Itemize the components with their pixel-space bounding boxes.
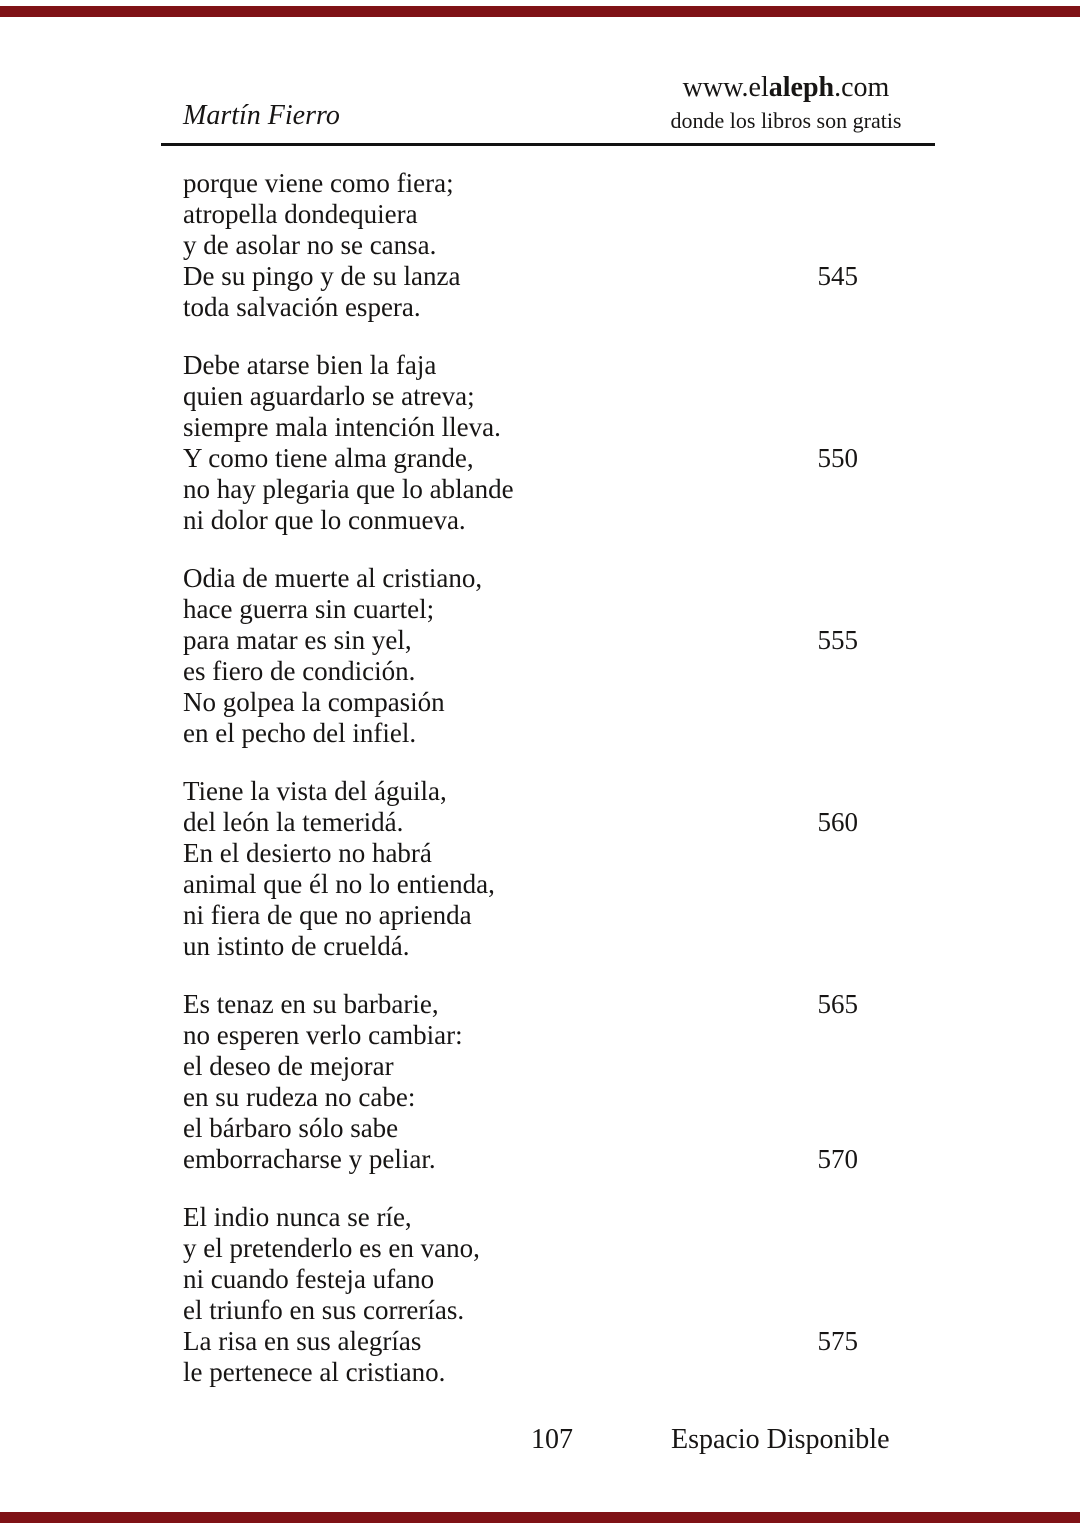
verse-text: es fiero de condición. xyxy=(183,656,416,686)
verse-line xyxy=(183,505,858,536)
bottom-accent-bar xyxy=(0,1512,1080,1523)
verse-text: y de asolar no se cansa. xyxy=(183,230,437,260)
verse-line xyxy=(183,474,858,505)
verse-text: Y como tiene alma grande, xyxy=(183,443,474,473)
site-tagline: donde los libros son gratis xyxy=(670,108,902,133)
footer-page-number: 107 xyxy=(531,1424,573,1455)
verse-number: 550 xyxy=(817,443,858,473)
stanza xyxy=(183,1202,858,1388)
verse-number: 560 xyxy=(817,807,858,837)
verse-line xyxy=(183,989,858,1020)
verse-text: no hay plegaria que lo ablande xyxy=(183,474,514,504)
verse-text: el deseo de mejorar xyxy=(183,1051,394,1081)
verse-line xyxy=(183,292,858,323)
verse-line xyxy=(183,1020,858,1051)
verse-line xyxy=(183,625,858,656)
verse-line xyxy=(183,350,858,381)
verse-line xyxy=(183,718,858,749)
verse-text: del león la temeridá. xyxy=(183,807,404,837)
verse-line xyxy=(183,656,858,687)
verse-line xyxy=(183,1326,858,1357)
verse-line xyxy=(183,261,858,292)
verse-line xyxy=(183,1051,858,1082)
verse-text: ni dolor que lo conmueva. xyxy=(183,505,466,535)
verse-line xyxy=(183,869,858,900)
verse-line xyxy=(183,1264,858,1295)
stanza xyxy=(183,776,858,962)
verse-text: hace guerra sin cuartel; xyxy=(183,594,435,624)
verse-line xyxy=(183,838,858,869)
verse-line xyxy=(183,1357,858,1388)
verse-line xyxy=(183,594,858,625)
book-title: Martín Fierro xyxy=(183,100,340,131)
verse-line xyxy=(183,1113,858,1144)
verse-line xyxy=(183,381,858,412)
verse-text: siempre mala intención lleva. xyxy=(183,412,501,442)
site-url-suffix: .com xyxy=(834,72,890,103)
stanza xyxy=(183,989,858,1175)
verse-text: y el pretenderlo es en vano, xyxy=(183,1233,480,1263)
stanza xyxy=(183,168,858,323)
verse-line xyxy=(183,412,858,443)
verse-text: No golpea la compasión xyxy=(183,687,445,717)
verse-text: La risa en sus alegrías xyxy=(183,1326,422,1356)
verse-text: Tiene la vista del águila, xyxy=(183,776,447,806)
verse-text: en su rudeza no cabe: xyxy=(183,1082,416,1112)
verse-line xyxy=(183,230,858,261)
verse-number: 565 xyxy=(817,989,858,1019)
verse-text: quien aguardarlo se atreva; xyxy=(183,381,475,411)
verse-text: ni cuando festeja ufano xyxy=(183,1264,435,1294)
verse-line xyxy=(183,563,858,594)
verse-text: ni fiera de que no aprienda xyxy=(183,900,472,930)
site-url xyxy=(648,72,924,104)
verse-text: un istinto de crueldá. xyxy=(183,931,410,961)
verse-number: 545 xyxy=(817,261,858,291)
verse-line xyxy=(183,1082,858,1113)
stanza xyxy=(183,563,858,749)
verse-line xyxy=(183,1144,858,1175)
footer-note: Espacio Disponible xyxy=(671,1424,890,1455)
verse-text: el bárbaro sólo sabe xyxy=(183,1113,399,1143)
verse-line xyxy=(183,776,858,807)
verse-number: 555 xyxy=(817,625,858,655)
verse-line xyxy=(183,1295,858,1326)
verse-text: De su pingo y de su lanza xyxy=(183,261,461,291)
verse-text: toda salvación espera. xyxy=(183,292,421,322)
verse-line xyxy=(183,1233,858,1264)
top-accent-bar xyxy=(0,6,1080,17)
verse-text: le pertenece al cristiano. xyxy=(183,1357,446,1387)
verse-text: para matar es sin yel, xyxy=(183,625,412,655)
verse-text: Es tenaz en su barbarie, xyxy=(183,989,439,1019)
verse-number: 575 xyxy=(817,1326,858,1356)
verse-text: Odia de muerte al cristiano, xyxy=(183,563,483,593)
verse-text: no esperen verlo cambiar: xyxy=(183,1020,463,1050)
verse-text: El indio nunca se ríe, xyxy=(183,1202,412,1232)
verse-text: animal que él no lo entienda, xyxy=(183,869,495,899)
stanza xyxy=(183,350,858,536)
site-url-bold: aleph xyxy=(768,72,835,103)
poem xyxy=(183,168,858,1415)
verse-text: en el pecho del infiel. xyxy=(183,718,417,748)
site-url-prefix: www.el xyxy=(682,72,769,103)
verse-line xyxy=(183,199,858,230)
verse-text: porque viene como fiera; xyxy=(183,168,454,198)
verse-text: atropella dondequiera xyxy=(183,199,418,229)
verse-text: emborracharse y peliar. xyxy=(183,1144,436,1174)
verse-line xyxy=(183,443,858,474)
verse-text: el triunfo en sus correrías. xyxy=(183,1295,465,1325)
verse-line xyxy=(183,168,858,199)
verse-line xyxy=(183,900,858,931)
verse-line xyxy=(183,807,858,838)
verse-text: Debe atarse bien la faja xyxy=(183,350,437,380)
verse-line xyxy=(183,687,858,718)
verse-line xyxy=(183,1202,858,1233)
verse-line xyxy=(183,931,858,962)
header-divider xyxy=(161,143,935,146)
verse-number: 570 xyxy=(817,1144,858,1174)
verse-text: En el desierto no habrá xyxy=(183,838,432,868)
